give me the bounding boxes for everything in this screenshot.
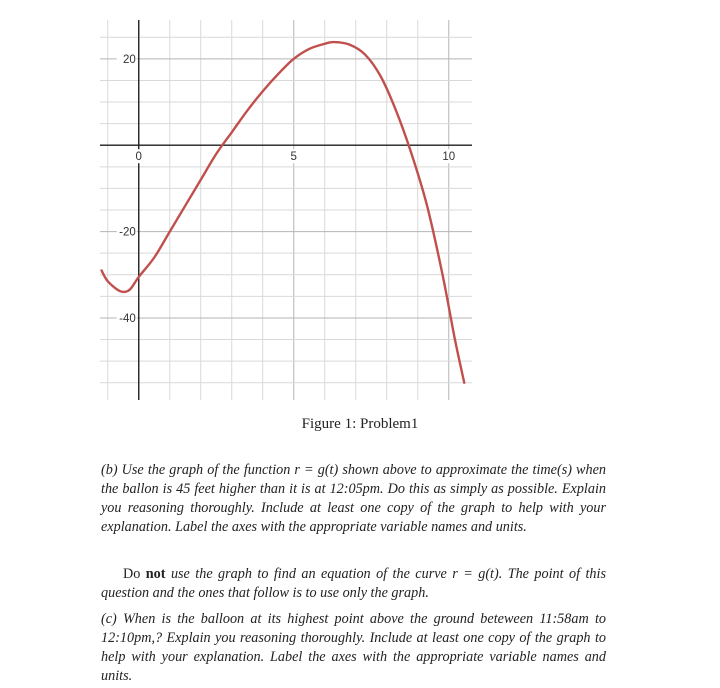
grid-lines bbox=[100, 20, 472, 400]
note-rest-2: The point of this question and the ones that follow is to use only the graph. bbox=[101, 566, 606, 601]
x-tick-label: 10 bbox=[442, 151, 456, 164]
question-part-b: (b) Use the graph of the function r = g(t) shown above to approximate the time(s) when the ballon is 45 feet higher than it is at 12:05pm. Do this as simply as possible. Explain you reasoning thoroughly. Include at least one copy of the graph to help with your explanation. Label the axes with the appropriate variable names and units. bbox=[101, 462, 606, 535]
note-equation: r = g(t). bbox=[452, 566, 503, 582]
note-rest-1: use the graph to find an equation of the curve bbox=[170, 566, 447, 582]
y-tick-label: -20 bbox=[119, 226, 136, 239]
y-tick-label: 20 bbox=[122, 53, 136, 66]
instruction-note bbox=[101, 565, 606, 603]
x-tick-label: 5 bbox=[290, 151, 297, 164]
note-do: Do bbox=[123, 566, 141, 582]
curve-g-of-t bbox=[102, 42, 465, 383]
x-tick-label: 0 bbox=[135, 151, 142, 164]
note-not-bold: not bbox=[145, 566, 166, 582]
question-part-c: (c) When is the balloon at its highest point above the ground beteween 11:58am to 12:10pm,? Explain you reasoning thoroughly. Include at least one copy of the graph to help with your explanation. Label the axes with the appropriate variable names and units. bbox=[101, 611, 606, 684]
figure-caption: Figure 1: Problem1 bbox=[301, 416, 419, 432]
curve-group bbox=[102, 42, 465, 383]
y-tick-label: -40 bbox=[119, 312, 136, 325]
